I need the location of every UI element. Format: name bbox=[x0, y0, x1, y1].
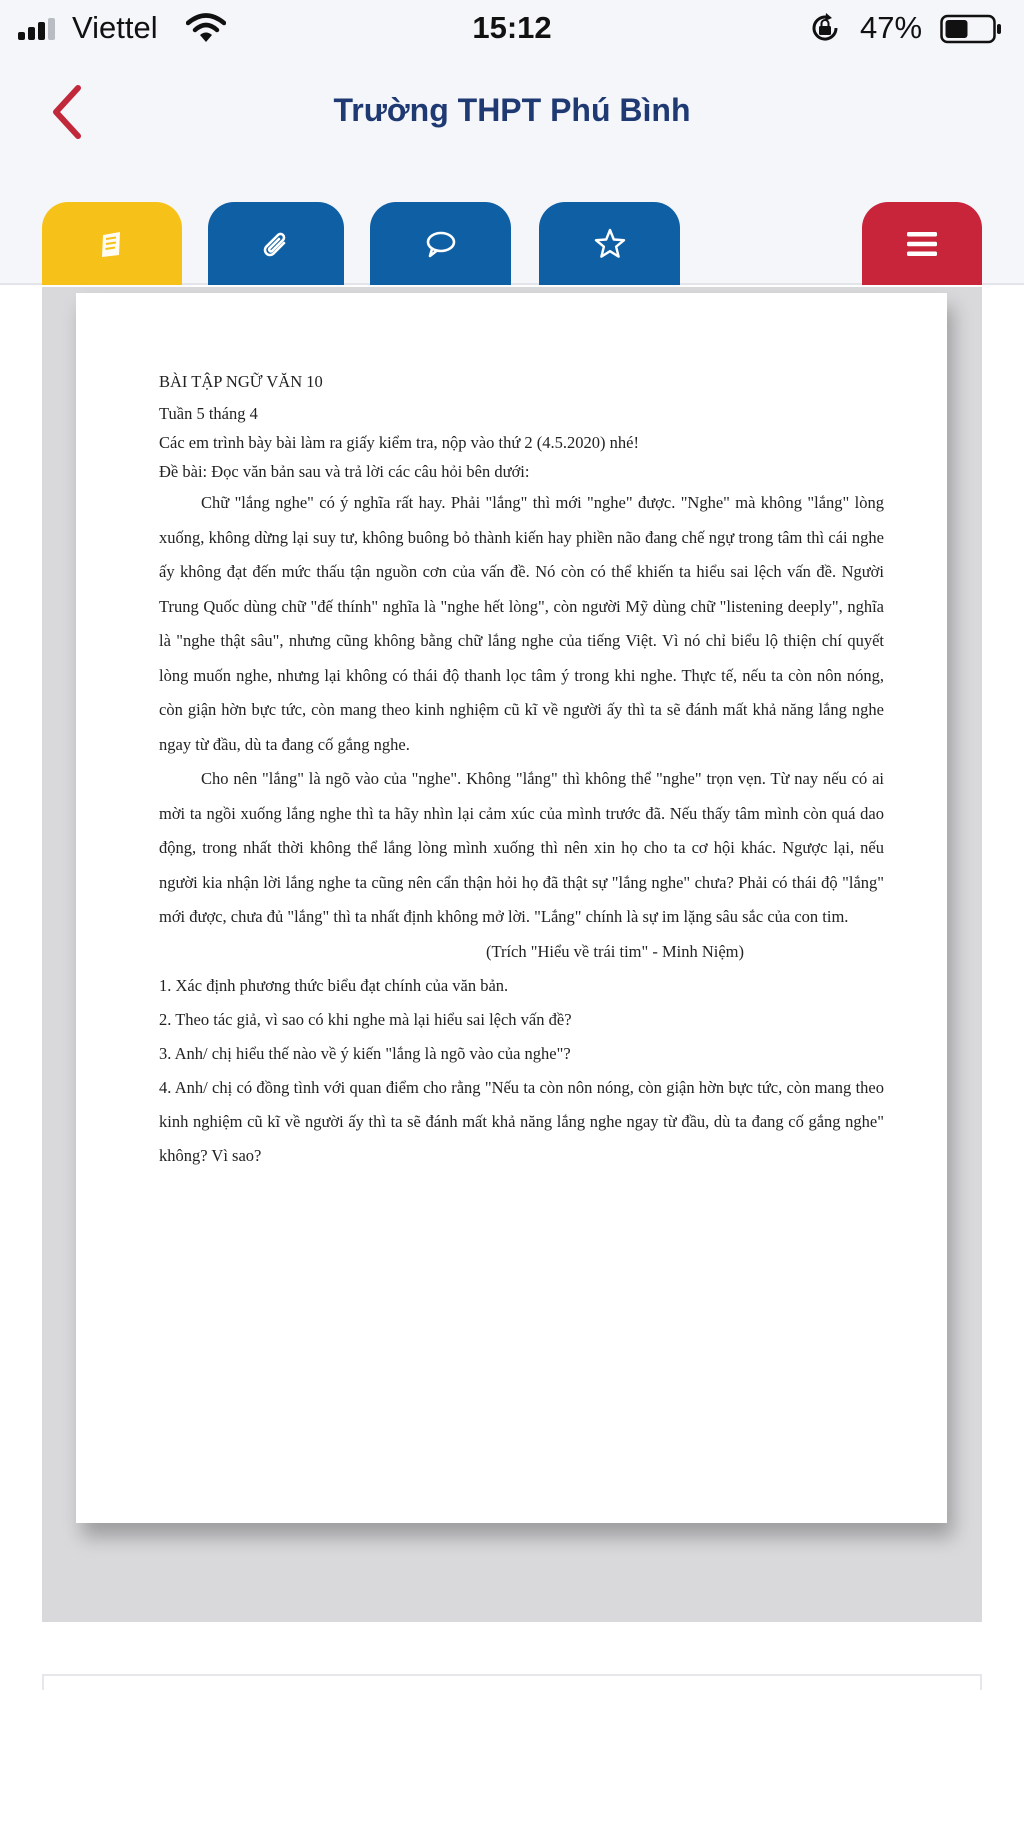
passage-paragraph-1: Chữ "lắng nghe" có ý nghĩa rất hay. Phải "lắng" thì mới "nghe" được. "Nghe" mà không "lắng" lòng xuống, không dừng lại suy tư, không buông bỏ thành kiến hay phiền não đang chế ngự trong tâm thì cái nghe ấy không đạt đến mức thấu tận nguồn cơn của vấn đề. Nó còn có thể khiến ta hiểu sai lệch vấn đề. Người Trung Quốc dùng chữ "đế thính" nghĩa là "nghe hết lòng", còn người Mỹ dùng chữ "listening deeply", nghĩa là "nghe thật sâu", nhưng cũng không bằng chữ lắng nghe của tiếng Việt. Vì nó chỉ biểu lộ thiện chí quyết lòng muốn nghe, nhưng lại không có thái độ thanh lọc tâm ý trong khi nghe. Thực tế, nếu ta còn nôn nóng, còn giận hờn bực tức, còn mang theo kinh nghiệm cũ kĩ về người ấy thì ta sẽ đánh mất khả năng lắng nghe ngay từ đầu, dù ta đang cố gắng nghe. bbox=[159, 493, 884, 754]
chat-bubble-icon bbox=[423, 226, 459, 262]
star-icon bbox=[592, 226, 628, 262]
menu-button[interactable] bbox=[862, 202, 982, 285]
clock: 15:12 bbox=[472, 10, 552, 45]
document-icon bbox=[94, 226, 130, 262]
page-title: Trường THPT Phú Bình bbox=[333, 92, 691, 128]
status-bar bbox=[0, 0, 1024, 60]
tab-attachments[interactable] bbox=[208, 202, 344, 285]
document-week: Tuần 5 tháng 4 bbox=[159, 404, 258, 423]
tab-favorites[interactable] bbox=[539, 202, 680, 285]
carrier-name: Viettel bbox=[72, 10, 158, 45]
document-page bbox=[76, 293, 947, 1523]
question-2: 2. Theo tác giả, vì sao có khi nghe mà lại hiểu sai lệch vấn đề? bbox=[159, 1009, 572, 1029]
app-header bbox=[0, 60, 1024, 180]
document-content bbox=[159, 367, 884, 1173]
passage-source: (Trích "Hiểu về trái tim" - Minh Niệm) bbox=[485, 941, 744, 961]
battery-percent: 47% bbox=[860, 10, 923, 45]
question-3: 3. Anh/ chị hiểu thế nào về ý kiến "lắng là ngõ vào của nghe"? bbox=[159, 1043, 571, 1063]
bottom-divider bbox=[42, 1674, 982, 1690]
question-4: 4. Anh/ chị có đồng tình với quan điểm cho rằng "Nếu ta còn nôn nóng, còn giận hờn bực tức, còn mang theo kinh nghiệm cũ kĩ về người ấy thì ta sẽ đánh mất khả năng lắng nghe ngay từ đầu, dù ta đang cố gắng nghe" không? Vì sao? bbox=[159, 1077, 884, 1165]
question-1: 1. Xác định phương thức biểu đạt chính của văn bản. bbox=[159, 975, 509, 995]
rotation-lock-icon bbox=[810, 12, 840, 44]
tab-bar bbox=[0, 180, 1024, 285]
document-prompt: Đề bài: Đọc văn bản sau và trả lời các câu hỏi bên dưới: bbox=[159, 462, 530, 481]
paperclip-icon bbox=[258, 226, 294, 262]
document-title: BÀI TẬP NGỮ VĂN 10 bbox=[159, 372, 323, 391]
document-instruction: Các em trình bày bài làm ra giấy kiểm tra, nộp vào thứ 2 (4.5.2020) nhé! bbox=[159, 433, 639, 452]
battery-icon bbox=[940, 14, 1002, 44]
passage-paragraph-2: Cho nên "lắng" là ngõ vào của "nghe". Không "lắng" thì không thể "nghe" trọn vẹn. Từ nay nếu có ai mời ta ngồi xuống lắng nghe thì ta hãy nhìn lại cảm xúc của mình trước đã. Nếu thấy tâm mình còn quá dao động, trong nhất thời không thể lắng lòng mình xuống thì nên xin họ cho ta cơ hội khác. Ngược lại, nếu người kia nhận lời lắng nghe ta cũng nên cẩn thận hỏi họ đã thật sự "lắng nghe" chưa? Phải có thái độ "lắng" mới được, chưa đủ "lắng" thì ta nhất định không mở lời. "Lắng" chính là sự im lặng sâu sắc của con tim. bbox=[159, 769, 884, 926]
hamburger-menu-icon bbox=[904, 226, 940, 262]
tab-documents[interactable] bbox=[42, 202, 182, 285]
tab-comments[interactable] bbox=[370, 202, 511, 285]
